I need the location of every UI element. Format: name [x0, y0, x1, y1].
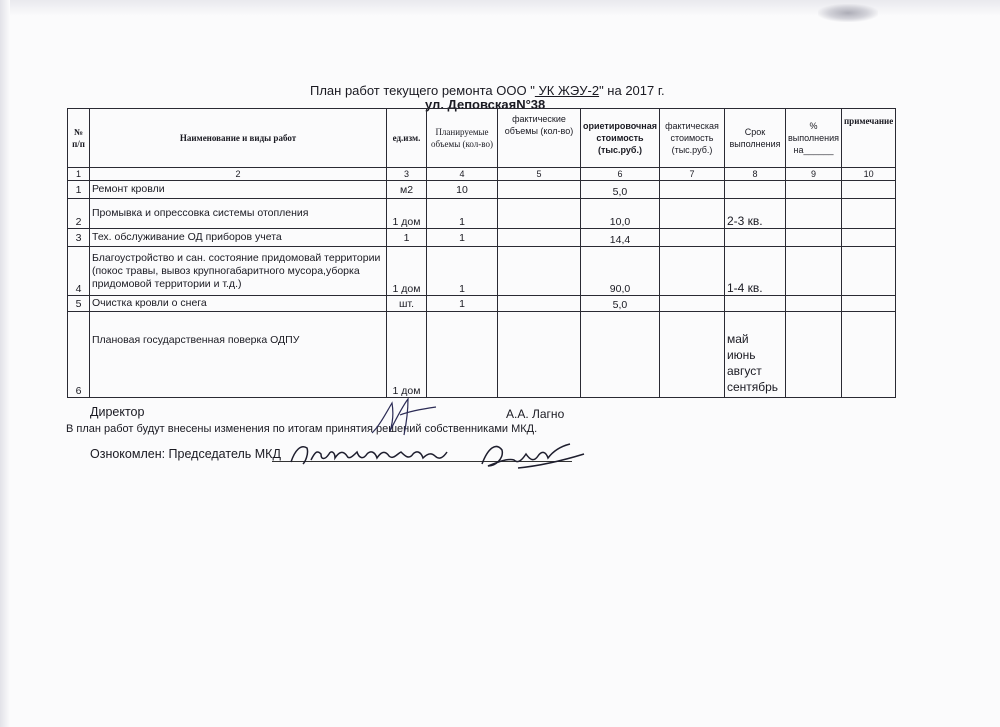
- chairman-handwritten-name: [285, 438, 455, 470]
- note-cell: [842, 229, 896, 247]
- actual-volume-cell: [498, 296, 581, 312]
- percent-cell: [785, 312, 841, 398]
- header-estimated-cost: ориетировочная стоимость (тыс.руб.): [581, 109, 660, 168]
- actual-volume-cell: [498, 199, 581, 229]
- row-number: 2: [68, 199, 90, 229]
- title-prefix: План работ текущего ремонта ООО ": [310, 83, 535, 98]
- term-month: сентябрь: [726, 380, 779, 394]
- table-row: [68, 199, 896, 229]
- column-number: 3: [387, 168, 427, 181]
- note-cell: [842, 247, 896, 296]
- planned-qty-cell: [427, 312, 498, 398]
- row-number: 4: [68, 247, 90, 296]
- column-number: 8: [724, 168, 785, 181]
- percent-cell: [785, 199, 841, 229]
- work-name: Благоустройство и сан. состояние придомовай территории (покос травы, вывоз крупногабаритного мусора,уборка придомовой территории и т.д.): [90, 247, 387, 296]
- column-number: 9: [785, 168, 841, 181]
- actual-volume-cell: [498, 247, 581, 296]
- planned-qty-cell: 1: [427, 229, 498, 247]
- actual-volume-cell: [498, 312, 581, 398]
- work-name: Тех. обслуживание ОД приборов учета: [90, 229, 387, 247]
- row-number: 3: [68, 229, 90, 247]
- term-month: август: [726, 364, 762, 378]
- row-number: 5: [68, 296, 90, 312]
- header-num: № п/п: [68, 109, 90, 168]
- actual-cost-cell: [659, 199, 724, 229]
- column-number: 10: [842, 168, 896, 181]
- header-actual-volume: фактические объемы (кол-во): [498, 109, 581, 168]
- header-name: Наименование и виды работ: [90, 109, 387, 168]
- director-label: Директор: [90, 405, 145, 419]
- director-signature: [370, 395, 440, 440]
- note-cell: [842, 199, 896, 229]
- percent-cell: [785, 229, 841, 247]
- unit-cell: 1 дом: [387, 247, 427, 296]
- planned-qty-cell: 1: [427, 199, 498, 229]
- chairman-signature: [478, 438, 588, 472]
- term-month: май: [726, 332, 749, 346]
- column-number: 6: [581, 168, 660, 181]
- table-row: [68, 312, 896, 398]
- unit-cell: 1 дом: [387, 199, 427, 229]
- percent-cell: [785, 181, 841, 199]
- estimated-cost-cell: [581, 312, 660, 398]
- work-name: Плановая государственная поверка ОДПУ: [90, 312, 387, 398]
- director-name: А.А. Лагно: [506, 407, 565, 421]
- header-row: [68, 109, 896, 168]
- percent-cell: [785, 296, 841, 312]
- changes-note: В план работ будут внесены изменения по итогам принятия решений собственниками МКД.: [66, 423, 538, 435]
- header-unit: ед.изм.: [387, 109, 427, 168]
- term-cell: 1-4 кв.: [724, 247, 785, 296]
- table-row: [68, 296, 896, 312]
- table-row: [68, 181, 896, 199]
- unit-cell: 1 дом: [387, 312, 427, 398]
- row-number: 1: [68, 181, 90, 199]
- term-cell: 2-3 кв.: [724, 199, 785, 229]
- estimated-cost-cell: 5,0: [581, 296, 660, 312]
- term-months-cell: [724, 312, 785, 398]
- header-term: Срок выполнения: [724, 109, 785, 168]
- column-number: 2: [90, 168, 387, 181]
- column-number-row: [68, 168, 896, 181]
- planned-qty-cell: 1: [427, 247, 498, 296]
- column-number: 1: [68, 168, 90, 181]
- planned-qty-cell: 10: [427, 181, 498, 199]
- header-planned: Планируемые объемы (кол-во): [427, 109, 498, 168]
- actual-volume-cell: [498, 229, 581, 247]
- actual-cost-cell: [659, 181, 724, 199]
- work-name: Очистка кровли о снега: [90, 296, 387, 312]
- actual-cost-cell: [659, 229, 724, 247]
- row-number: 6: [68, 312, 90, 398]
- estimated-cost-cell: 10,0: [581, 199, 660, 229]
- scan-edge: [0, 0, 10, 727]
- unit-cell: 1: [387, 229, 427, 247]
- estimated-cost-cell: 90,0: [581, 247, 660, 296]
- work-name: Ремонт кровли: [90, 181, 387, 199]
- title-suffix: " на 2017 г.: [599, 83, 665, 98]
- estimated-cost-cell: 5,0: [581, 181, 660, 199]
- actual-volume-cell: [498, 181, 581, 199]
- actual-cost-cell: [659, 247, 724, 296]
- note-cell: [842, 181, 896, 199]
- document-address: ул. ДеповскаяN°38: [425, 97, 546, 112]
- unit-cell: шт.: [387, 296, 427, 312]
- header-percent-label: % выполнения: [787, 121, 839, 143]
- column-number: 7: [659, 168, 724, 181]
- work-name: Промывка и опрессовка системы отопления: [90, 199, 387, 229]
- header-percent-date: на______: [793, 145, 834, 155]
- percent-cell: [785, 247, 841, 296]
- column-number: 5: [498, 168, 581, 181]
- estimated-cost-cell: 14,4: [581, 229, 660, 247]
- scan-blot: [818, 4, 878, 22]
- header-percent: [785, 109, 841, 168]
- note-cell: [842, 296, 896, 312]
- note-cell: [842, 312, 896, 398]
- term-cell: [724, 296, 785, 312]
- unit-cell: м2: [387, 181, 427, 199]
- planned-qty-cell: 1: [427, 296, 498, 312]
- term-month: июнь: [726, 348, 756, 362]
- title-company: УК ЖЭУ-2: [534, 83, 600, 98]
- term-cell: [724, 181, 785, 199]
- work-plan-table: [67, 108, 896, 398]
- header-actual-cost: фактическая стоимость (тыс.руб.): [659, 109, 724, 168]
- actual-cost-cell: [659, 312, 724, 398]
- header-note: примечание: [842, 109, 896, 168]
- term-cell: [724, 229, 785, 247]
- acquainted-label: Ознокомлен: Председатель МКД: [90, 447, 281, 461]
- document-title: [310, 83, 665, 98]
- table-row: [68, 229, 896, 247]
- column-number: 4: [427, 168, 498, 181]
- table-row: [68, 247, 896, 296]
- actual-cost-cell: [659, 296, 724, 312]
